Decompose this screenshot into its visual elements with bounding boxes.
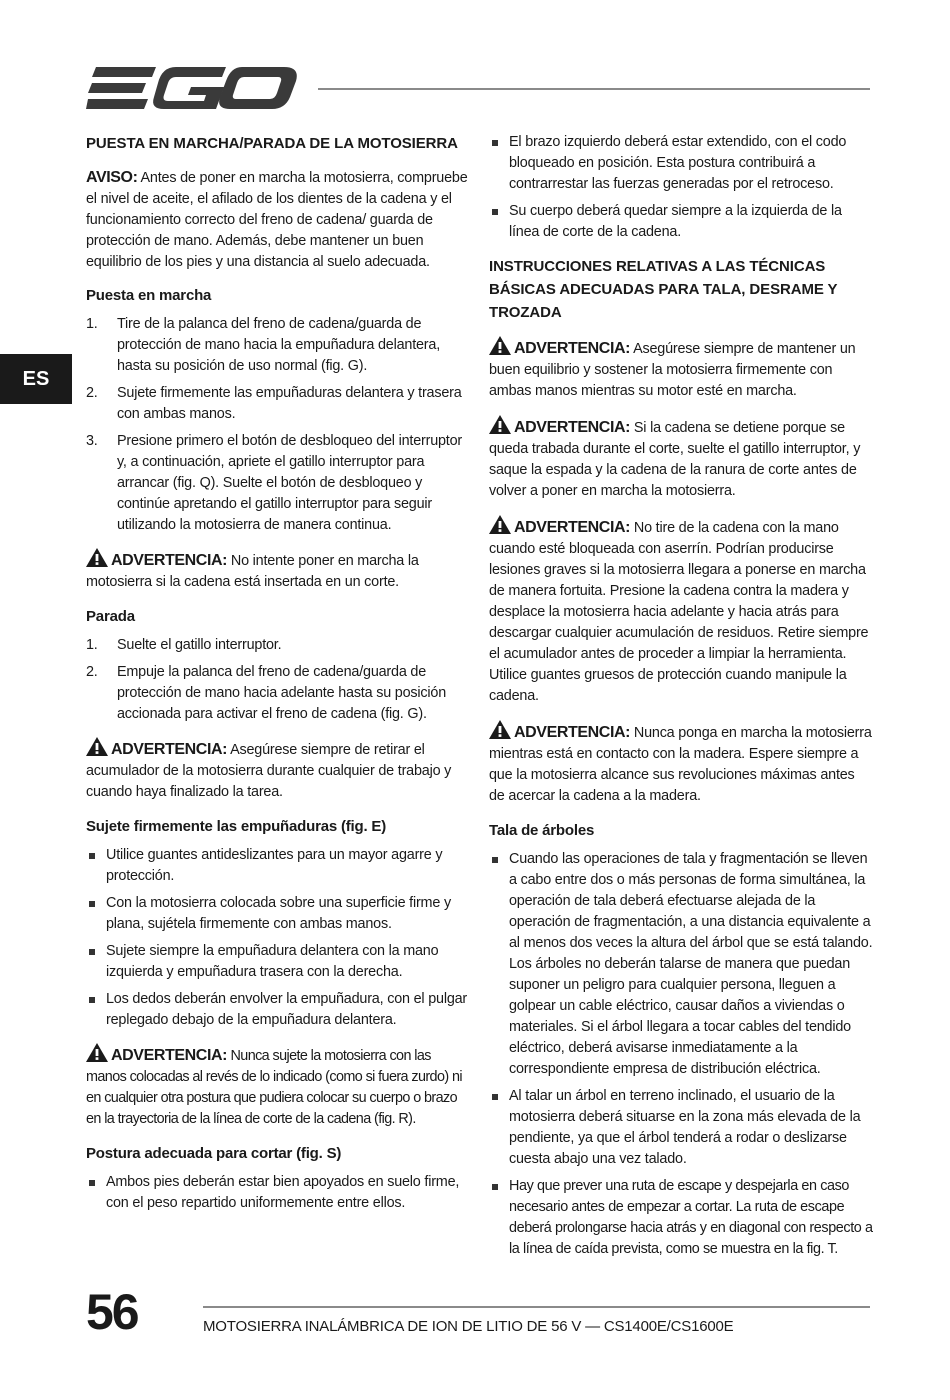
bullet-icon xyxy=(492,1094,498,1100)
header-rule xyxy=(318,88,870,90)
bullet-icon xyxy=(492,857,498,863)
notice-paragraph: AVISO: Antes de poner en marcha la motosierra, compruebe el nivel de aceite, el afilado de los dientes de la cadena y el funcionamiento correcto del freno de cadena/ guarda de protección de mano. Además, debe mantener un buen equilibrio de los pies y una distancia al suelo adecuada. xyxy=(86,169,468,270)
list-item: 1. Suelte el gatillo interruptor. xyxy=(86,637,282,653)
posture-bullets-continued xyxy=(489,132,873,243)
subheading-start: Puesta en marcha xyxy=(86,287,212,304)
subheading-grip: Sujete firmemente las empuñaduras (fig. E) xyxy=(86,818,387,835)
list-item: El brazo izquierdo deberá estar extendido, con el codo bloqueado en posición. Esta postura contribuirá a contrarrestar las fuerzas generadas por el retroceso. xyxy=(489,132,873,195)
bullet-icon xyxy=(89,901,95,907)
warning-paragraph: ADVERTENCIA: No intente poner en marcha la motosierra si la cadena está insertada en un corte. xyxy=(86,548,468,593)
bullet-icon xyxy=(89,1180,95,1186)
warning-paragraph: ADVERTENCIA: Asegúrese siempre de mantener un buen equilibrio y sostener la motosierra firmemente con ambas manos mientras su motor esté en marcha. xyxy=(489,336,873,402)
stop-steps-list xyxy=(86,635,468,725)
warning-paragraph: ADVERTENCIA: No tire de la cadena con la mano cuando esté bloqueada con aserrín. Podrían producirse lesiones graves si la motosierra llegara a ponerse en marcha de manera fortuita. Presione la cadena contra la madera y desplace la motosierra hacia adelante y hacia atrás para descargar cualquier acumulación de residuos. Retire siempre el acumulador antes de proceder a limpiar la herramienta. Utilice guantes gruesos de protección cuando manipule la cadena. xyxy=(489,515,873,707)
list-item: Cuando las operaciones de tala y fragmentación se lleven a cabo entre dos o más personas de forma simultánea, la operación de tala deberá efectuarse alejada de la operación de fragmentación, a una distancia equivalente a al menos dos veces la altura del árbol que se está talando. Los árboles no deberán talarse de manera que puedan suponer un peligro para cualquier persona, lleguen a golpear un cable eléctrico, causar daños a viviendas o materiales. Si el árbol llegara a tocar cables del tendido eléctrico, deberá avisarse inmediatamente a la correspondiente empresa de distribución eléctrica. xyxy=(489,849,873,1080)
subheading-stop: Parada xyxy=(86,608,135,625)
ego-logo xyxy=(86,64,298,112)
list-item: Al talar un árbol en terreno inclinado, el usuario de la motosierra deberá situarse en la zona más elevada de la pendiente, ya que el árbol tenderá a rodar o deslizarse cuesta abajo una vez talado. xyxy=(489,1086,873,1170)
language-tab: ES xyxy=(0,354,72,404)
list-item: Su cuerpo deberá quedar siempre a la izquierda de la línea de corte de la cadena. xyxy=(489,201,873,243)
list-item: 1. Tire de la palanca del freno de cadena/guarda de protección de mano hacia la empuñadura delantera, hasta su posición de uso normal (fig. G). xyxy=(86,316,441,374)
warning-icon xyxy=(86,737,108,756)
list-item: Sujete siempre la empuñadura delantera con la mano izquierda y empuñadura trasera con la derecha. xyxy=(86,941,468,983)
bullet-icon xyxy=(89,853,95,859)
warning-paragraph: ADVERTENCIA: Nunca ponga en marcha la motosierra mientras está en contacto con la madera. Espere siempre a que la motosierra alcance sus revoluciones máximas antes de acercar la cadena a la madera. xyxy=(489,720,873,807)
warning-paragraph: ADVERTENCIA: Nunca sujete la motosierra con las manos colocadas al revés de lo indicado (como si fuera zurdo) ni en cualquier otra postura que pudiera colocar su cuerpo o brazo en la trayectoria de la línea de corte de la cadena (fig. R). xyxy=(86,1043,468,1130)
bullet-icon xyxy=(492,140,498,146)
bullet-icon xyxy=(89,997,95,1003)
bullet-icon xyxy=(492,1184,498,1190)
list-item: Hay que prever una ruta de escape y despejarla en caso necesario antes de empezar a cortar. La ruta de escape deberá prolongarse hacia atrás y en diagonal con respecto a la línea de caída prevista, como se muestra en la fig. T. xyxy=(489,1176,873,1260)
warning-paragraph: ADVERTENCIA: Asegúrese siempre de retirar el acumulador de la motosierra durante cualquier de trabajo y cuando haya finalizado la tarea. xyxy=(86,737,468,803)
list-item: Utilice guantes antideslizantes para un mayor agarre y protección. xyxy=(86,845,468,887)
left-column xyxy=(86,132,468,1226)
subheading-felling: Tala de árboles xyxy=(489,822,595,839)
warning-icon xyxy=(86,548,108,567)
warning-icon xyxy=(489,515,511,534)
bullet-icon xyxy=(89,949,95,955)
list-item: Con la motosierra colocada sobre una superficie firme y plana, sujétela firmemente con ambas manos. xyxy=(86,893,468,935)
footer-title: MOTOSIERRA INALÁMBRICA DE ION DE LITIO DE 56 V — CS1400E/CS1600E xyxy=(203,1318,734,1335)
page-number: 56 xyxy=(86,1284,138,1340)
felling-bullets xyxy=(489,849,873,1260)
list-item: 3. Presione primero el botón de desbloqueo del interruptor y, a continuación, apriete el gatillo interruptor para arrancar (fig. Q). Suelte el botón de desbloqueo y continúe apretando el gatillo interruptor para seguir utilizando la motosierra de manera continua. xyxy=(86,433,462,533)
section-title-techniques: INSTRUCCIONES RELATIVAS A LAS TÉCNICAS BÁSICAS ADECUADAS PARA TALA, DESRAME Y TROZADA xyxy=(489,258,838,321)
warning-icon xyxy=(86,1043,108,1062)
subheading-posture: Postura adecuada para cortar (fig. S) xyxy=(86,1145,342,1162)
right-column xyxy=(489,132,873,1272)
warning-icon xyxy=(489,720,511,739)
list-item: Ambos pies deberán estar bien apoyados en suelo firme, con el peso repartido uniformemente entre ellos. xyxy=(86,1172,468,1214)
section-title-start-stop: PUESTA EN MARCHA/PARADA DE LA MOTOSIERRA xyxy=(86,135,458,152)
list-item: Los dedos deberán envolver la empuñadura, con el pulgar replegado debajo de la empuñadura delantera. xyxy=(86,989,468,1031)
start-steps-list xyxy=(86,314,468,536)
list-item: 2. Sujete firmemente las empuñaduras delantera y trasera con ambas manos. xyxy=(86,385,462,422)
bullet-icon xyxy=(492,209,498,215)
warning-icon xyxy=(489,336,511,355)
grip-bullets xyxy=(86,845,468,1031)
footer-rule xyxy=(203,1306,870,1308)
list-item: 2. Empuje la palanca del freno de cadena/guarda de protección de mano hacia adelante hasta su posición accionada para activar el freno de cadena (fig. G). xyxy=(86,664,447,722)
warning-icon xyxy=(489,415,511,434)
posture-bullets xyxy=(86,1172,468,1214)
warning-paragraph: ADVERTENCIA: Si la cadena se detiene porque se queda trabada durante el corte, suelte el gatillo interruptor, y saque la espada y la cadena de la ranura de corte antes de volver a poner en marcha la motosierra. xyxy=(489,415,873,502)
